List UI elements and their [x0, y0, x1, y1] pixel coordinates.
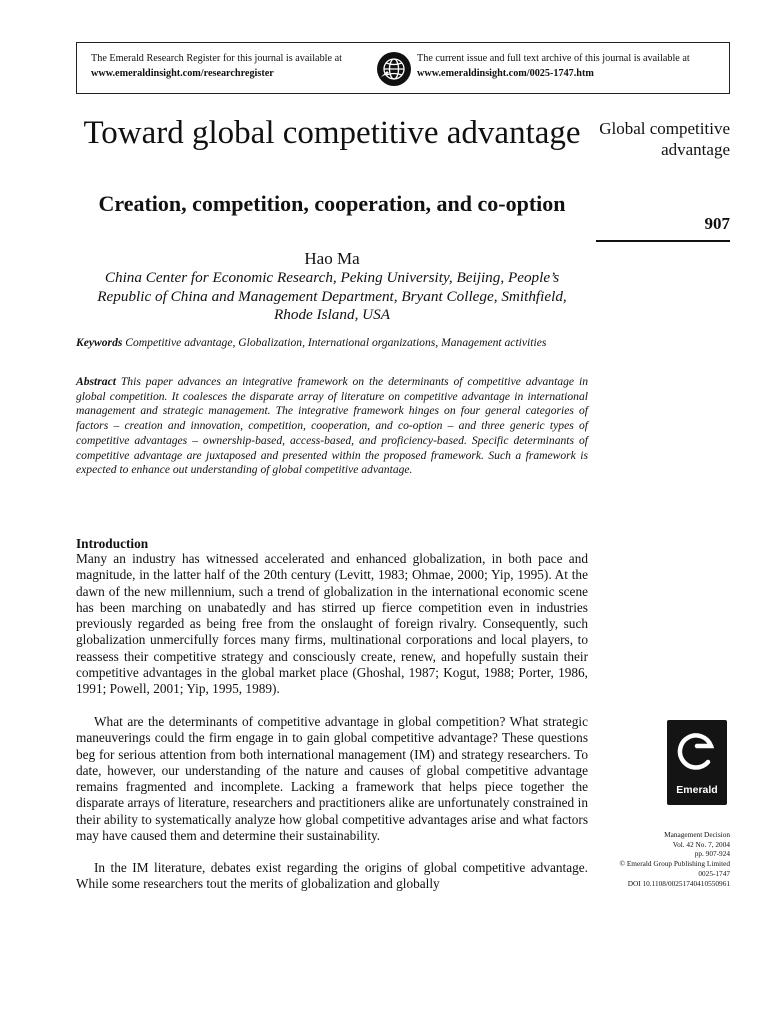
issn: 0025-1747 — [698, 868, 730, 878]
page-range: pp. 907-924 — [694, 849, 730, 859]
copyright-notice: © Emerald Group Publishing Limited — [619, 859, 730, 869]
emerald-swirl-icon — [667, 720, 727, 782]
body-paragraph: In the IM literature, debates exist regarding the origins of global competitive advantage. While some researchers tout the merits of globalization and globally — [76, 860, 588, 892]
research-register-link[interactable]: www.emeraldinsight.com/researchregister — [91, 68, 274, 79]
volume-info: Vol. 42 No. 7, 2004 — [672, 839, 730, 849]
page-number: 907 — [704, 214, 730, 233]
abstract-label: Abstract — [76, 375, 116, 388]
author-name: Hao Ma — [304, 249, 360, 268]
body-paragraph: Many an industry has witnessed accelerated and enhanced globalization, in both pace and magnitude, in the latter half of the 20th century (Levitt, 1983; Ohmae, 2000; Yip, 1995). At the dawn of the new millennium, such a trend of globalization in the international economic scene has been marching on unabatedly and has stirred up fierce competition even in industries previously regarded as being free from the onslaught of foreign rivalry. Consequently, such globalization unmercifully forces many firms, multinational corporations and local players, to reassess their competitive strategy and consciously create, renew, and hopefully sustain their competitive advantages in the global market place (Ghoshal, 1987; Kogut, 1988; Porter, 1986, 1991; Powell, 2001; Yip, 1995, 1989). — [76, 551, 588, 696]
research-register-notice — [91, 51, 381, 81]
globe-icon — [377, 52, 411, 86]
publication-info — [576, 830, 730, 888]
emerald-logo — [667, 720, 727, 805]
journal-name: Management Decision — [664, 830, 730, 839]
body-paragraph: What are the determinants of competitive advantage in global competition? What strategic maneuverings could the firm engage in to gain global competitive advantage? These questions beg for serious attention from both international management (IM) and strategy researchers. To date, however, our understanding of the nature and causes of global competitive advantage remains fragmented and incomplete. Lacking a framework that helps piece together the disparate arrays of literature, researchers and practitioners alike are unfortunately constrained in their ability to systematically analyze how global competitive advantages arise and what factors may have caused them and determine their sustainability. — [76, 714, 588, 843]
full-text-archive-text: The current issue and full text archive of this journal is available at — [417, 53, 690, 64]
emerald-logo-text: Emerald — [676, 784, 718, 796]
doi: DOI 10.1108/00251740410550961 — [627, 878, 730, 888]
article-title: Toward global competitive advantage — [83, 115, 581, 151]
research-register-text: The Emerald Research Register for this journal is available at — [91, 53, 342, 64]
full-text-archive-link[interactable]: www.emeraldinsight.com/0025-1747.htm — [417, 68, 594, 79]
journal-header-box — [76, 42, 730, 94]
full-text-archive-notice — [417, 51, 729, 81]
article-subtitle: Creation, competition, cooperation, and co-option — [98, 191, 566, 216]
author-affiliation: China Center for Economic Research, Peking University, Beijing, People’s Republic of China and Management Department, Bryant College, Smithfield, Rhode Island, USA — [97, 269, 567, 323]
running-head: Global competitive advantage — [599, 119, 730, 159]
keywords-label: Keywords — [76, 336, 123, 349]
abstract-text: This paper advances an integrative framework on the determinants of competitive advantage in global competition. It coalesces the disparate array of literature on competitive advantage in international management and strategic management. The integrative framework hinges on four general categories of factors – creation and innovation, competition, cooperation, and co-option – and three generic types of competitive advantages – ownership-based, access-based, and proficiency-based. Specific determinants of competitive advantage are juxtaposed and presented within the proposed framework. Such a framework is expected to enhance out understanding of global competitive advantage. — [76, 375, 588, 477]
sidebar-divider — [596, 240, 730, 242]
keywords-text: Competitive advantage, Globalization, International organizations, Management activities — [125, 336, 547, 349]
keywords — [76, 336, 588, 351]
section-heading-introduction: Introduction — [76, 536, 149, 551]
abstract — [76, 375, 588, 478]
